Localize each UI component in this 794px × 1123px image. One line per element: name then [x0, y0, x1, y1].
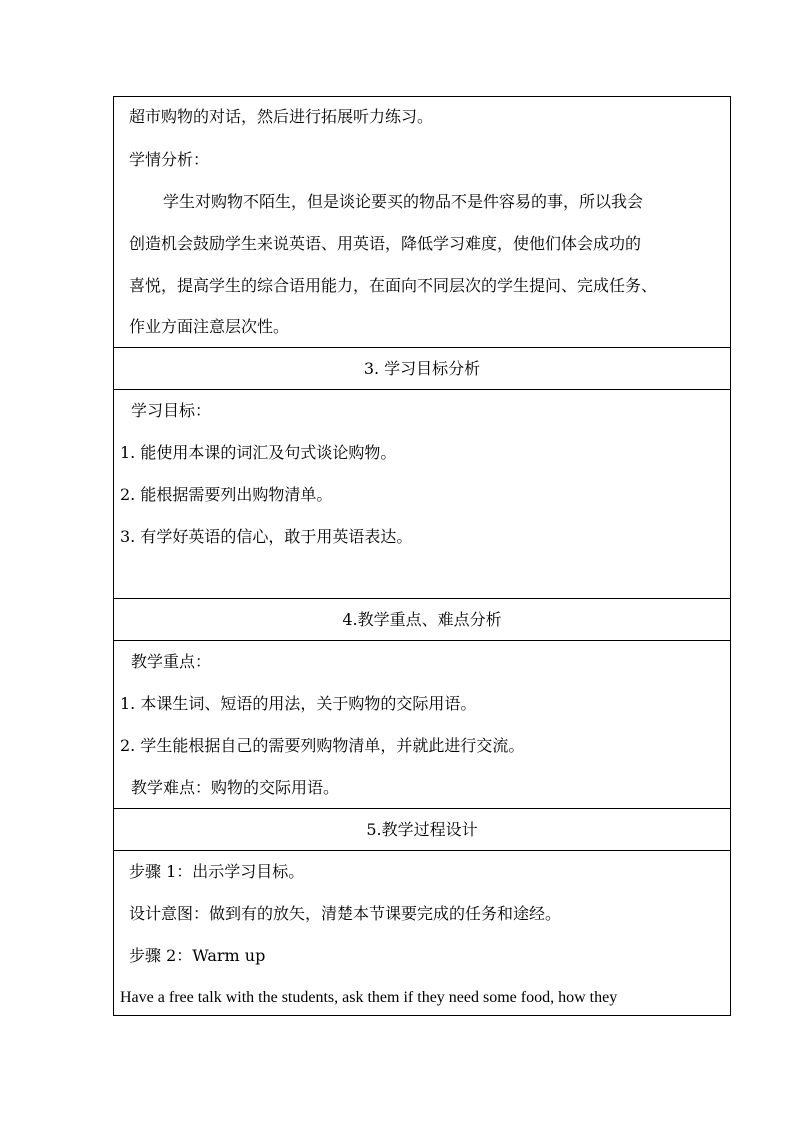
objectives-header-row: [114, 347, 730, 389]
design-intent: 设计意图：做到有的放矢，清楚本节课要完成的任务和途经。: [129, 904, 562, 923]
learner-analysis-para-1: 学生对购物不陌生，但是谈论要买的物品不是件容易的事，所以我会: [163, 192, 644, 211]
process-header: 5.教学过程设计: [366, 820, 478, 839]
process-cell: [114, 850, 730, 1015]
learner-analysis-para-4: 作业方面注意层次性。: [129, 317, 290, 336]
learner-analysis-label: 学情分析：: [129, 150, 210, 169]
key-points-label: 教学重点：: [131, 652, 212, 671]
objectives-label: 学习目标：: [131, 401, 212, 420]
learner-analysis-para-2: 创造机会鼓励学生来说英语、用英语，降低学习难度，使他们体会成功的: [129, 234, 642, 253]
key-points-header: 4.教学重点、难点分析: [342, 610, 502, 629]
english-paragraph: Have a free talk with the students, ask them if they need some food, how they: [120, 989, 618, 1006]
key-point-item-2: 2. 学生能根据自己的需要列购物清单，并就此进行交流。: [120, 736, 525, 755]
key-points-cell: [114, 640, 730, 808]
lesson-plan-table: [113, 96, 731, 1016]
objective-item-1: 1. 能使用本课的词汇及句式谈论购物。: [120, 443, 397, 462]
process-header-row: [114, 808, 730, 850]
objectives-cell: [114, 389, 730, 598]
learner-analysis-cell: [114, 97, 730, 347]
difficult-point: 教学难点：购物的交际用语。: [131, 778, 340, 797]
objective-item-2: 2. 能根据需要列出购物清单。: [120, 485, 333, 504]
step-1: 步骤 1：出示学习目标。: [129, 862, 305, 881]
intro-line: 超市购物的对话，然后进行拓展听力练习。: [129, 107, 434, 126]
objective-item-3: 3. 有学好英语的信心，敢于用英语表达。: [120, 527, 413, 546]
objectives-header: 3. 学习目标分析: [363, 359, 481, 378]
learner-analysis-para-3: 喜悦，提高学生的综合语用能力，在面向不同层次的学生提问、完成任务、: [129, 276, 658, 295]
step-2: 步骤 2：Warm up: [129, 946, 266, 965]
key-point-item-1: 1. 本课生词、短语的用法，关于购物的交际用语。: [120, 694, 477, 713]
key-points-header-row: [114, 598, 730, 640]
